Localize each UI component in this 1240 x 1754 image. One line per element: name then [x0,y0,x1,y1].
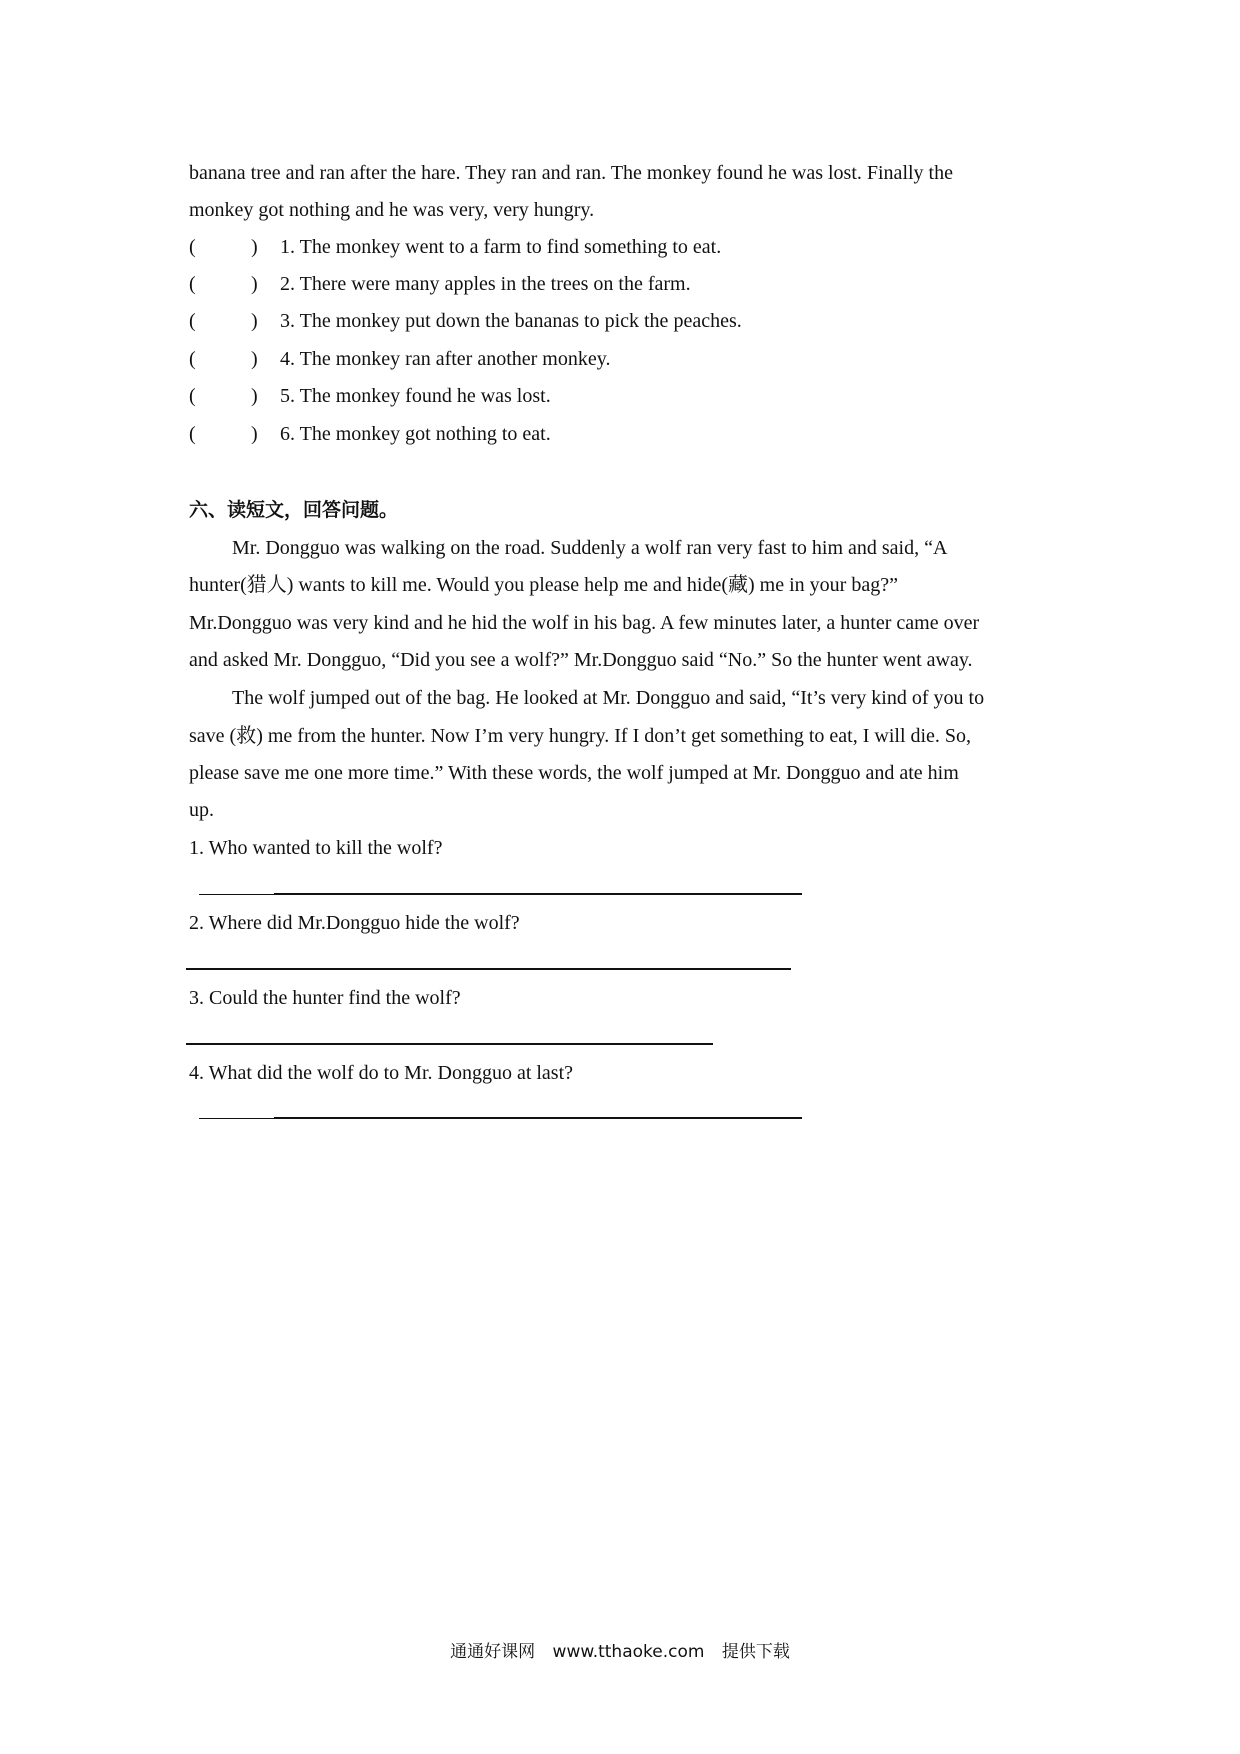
story-line-2: hunter(猎人) wants to kill me. Would you please help me and hide(藏) me in your bag?” [189,574,898,596]
tf-statement: 3. The monkey put down the bananas to pick the peaches. [280,310,742,332]
footer-site-name: 通通好课网 [450,1642,536,1662]
question-2: 2. Where did Mr.Dongguo hide the wolf? [189,912,520,934]
tf-statement: 6. The monkey got nothing to eat. [280,423,551,445]
answer-paren-close: ) [251,236,258,258]
answer-paren-open[interactable]: ( [189,423,196,445]
section-six-heading: 六、读短文，回答问题。 [189,499,399,521]
answer-paren-close: ) [251,273,258,295]
answer-line-4[interactable] [274,1117,802,1119]
tf-statement: 1. The monkey went to a farm to find something to eat. [280,236,722,258]
question-4: 4. What did the wolf do to Mr. Dongguo at last? [189,1062,574,1084]
tf-statement: 5. The monkey found he was lost. [280,385,551,407]
story-line-4: and asked Mr. Dongguo, “Did you see a wolf?” Mr.Dongguo said “No.” So the hunter went away. [189,649,973,671]
question-1: 1. Who wanted to kill the wolf? [189,837,443,859]
answer-paren-open[interactable]: ( [189,236,196,258]
story-line-3: Mr.Dongguo was very kind and he hid the wolf in his bag. A few minutes later, a hunter came over [189,612,980,634]
answer-paren-open[interactable]: ( [189,273,196,295]
tf-statement: 2. There were many apples in the trees on the farm. [280,273,691,295]
answer-paren-close: ) [251,385,258,407]
answer-line-3[interactable] [186,1043,713,1045]
tf-statement: 4. The monkey ran after another monkey. [280,348,611,370]
answer-line-1-lead [199,894,274,895]
footer-suffix: 提供下载 [721,1642,790,1662]
answer-paren-close: ) [251,423,258,445]
answer-paren-close: ) [251,348,258,370]
answer-paren-open[interactable]: ( [189,310,196,332]
answer-paren-close: ) [251,310,258,332]
story-line-1: Mr. Dongguo was walking on the road. Suddenly a wolf ran very fast to him and said, “A [232,537,948,559]
story-line-6: save (救) me from the hunter. Now I’m very hungry. If I don’t get something to eat, I will die. So, [189,725,972,747]
answer-line-4-lead [199,1118,274,1119]
answer-line-1[interactable] [274,893,802,895]
story-line-8: up. [189,799,214,821]
passage-continuation-line-2: monkey got nothing and he was very, very hungry. [189,199,595,221]
story-line-5: The wolf jumped out of the bag. He looked at Mr. Dongguo and said, “It’s very kind of you to [232,687,985,709]
passage-continuation-line-1: banana tree and ran after the hare. They ran and ran. The monkey found he was lost. Finally the [189,162,953,184]
answer-paren-open[interactable]: ( [189,348,196,370]
footer-url[interactable]: www.tthaoke.com [552,1642,705,1662]
story-line-7: please save me one more time.” With these words, the wolf jumped at Mr. Dongguo and ate him [189,762,959,784]
page-footer [0,1640,1240,1664]
answer-paren-open[interactable]: ( [189,385,196,407]
answer-line-2[interactable] [186,968,791,970]
question-3: 3. Could the hunter find the wolf? [189,987,461,1009]
